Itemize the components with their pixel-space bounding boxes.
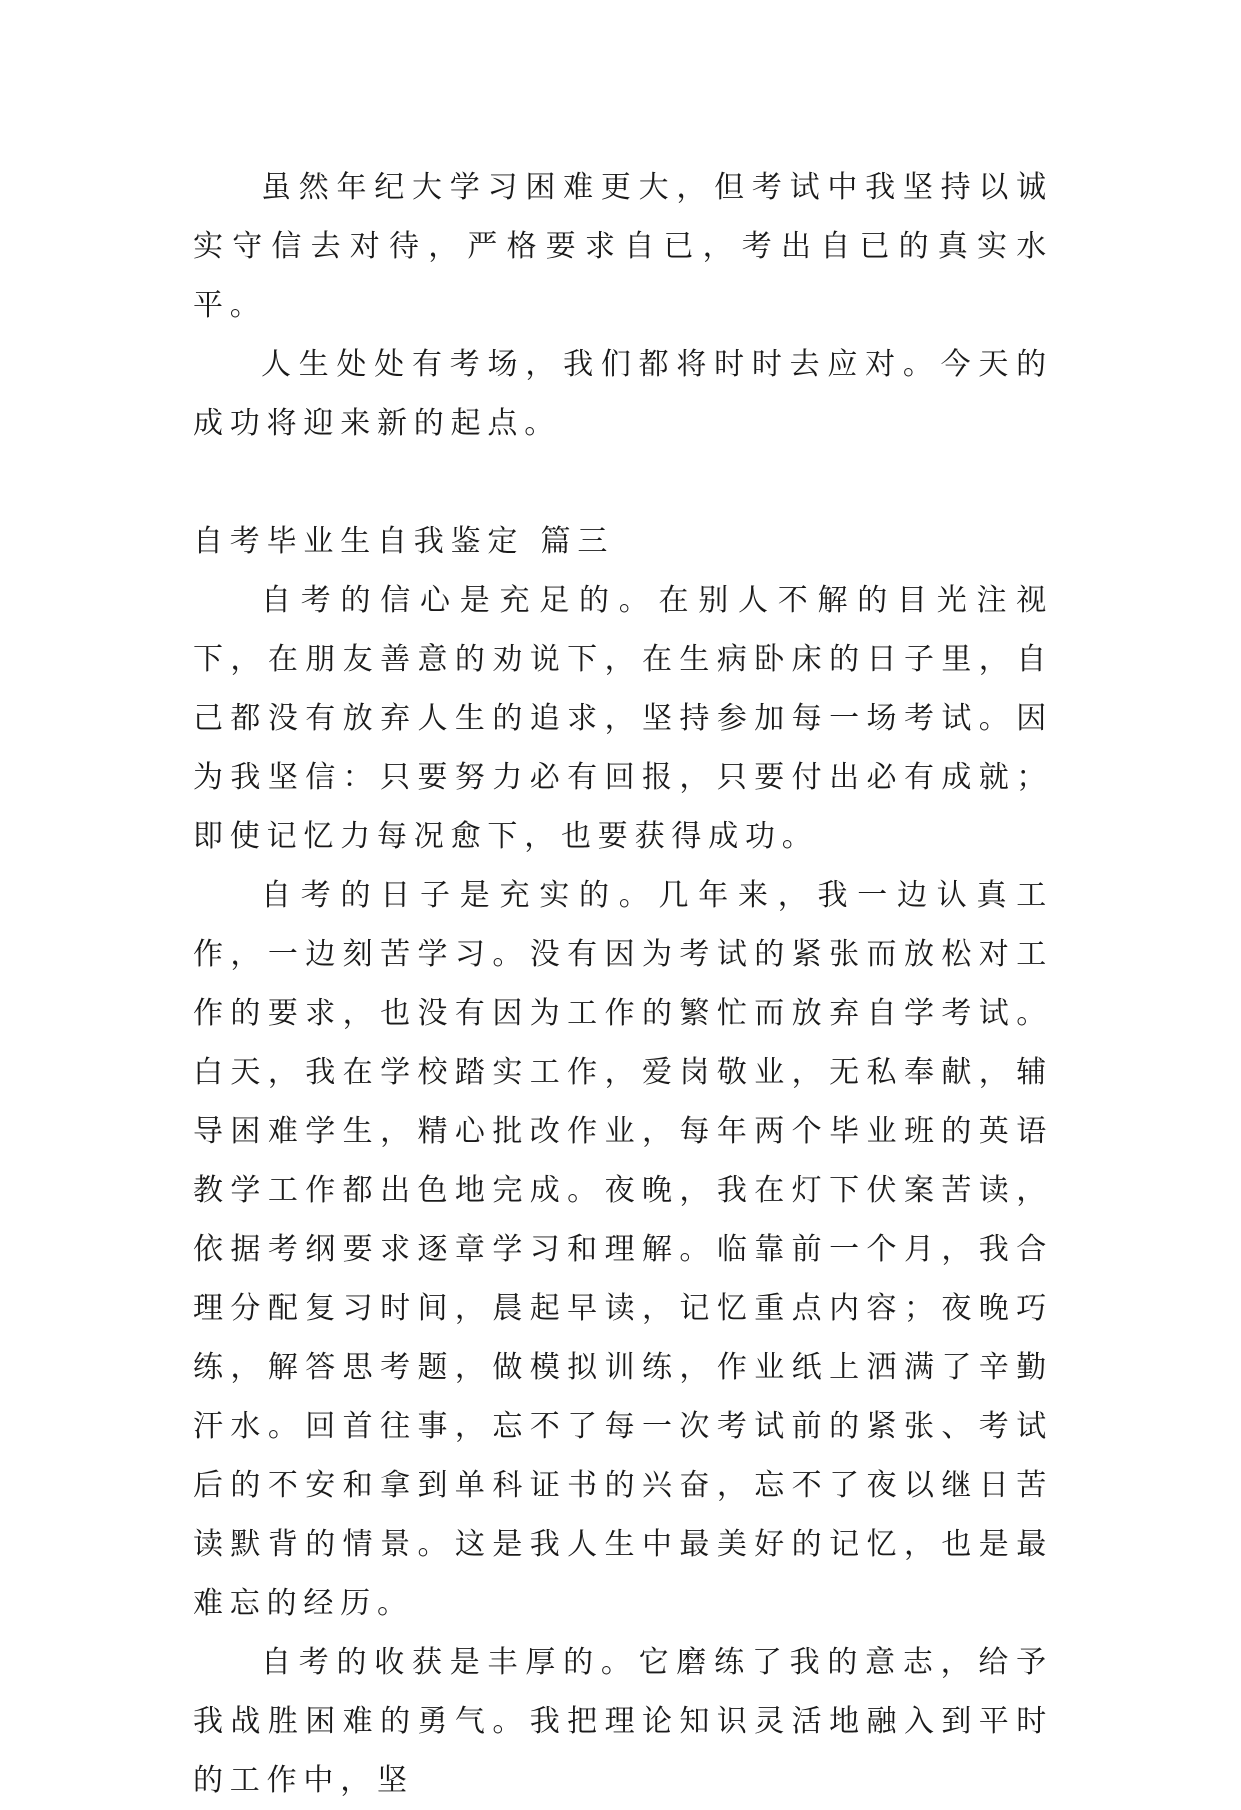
paragraph-daily-study: 自考的日子是充实的。几年来，我一边认真工作，一边刻苦学习。没有因为考试的紧张而放松对工作的要求，也没有因为工作的繁忙而放弃自学考试。白天，我在学校踏实工作，爱岗敬业，无私奉献，辅导困难学生，精心批改作业，每年两个毕业班的英语教学工作都出色地完成。夜晚，我在灯下伏案苦读，依据考纲要求逐章学习和理解。临靠前一个月，我合理分配复习时间，晨起早读，记忆重点内容；夜晚巧练，解答思考题，做模拟训练，作业纸上洒满了辛勤汗水。回首往事，忘不了每一次考试前的紧张、考试后的不安和拿到单科证书的兴奋，忘不了夜以继日苦读默背的情景。这是我人生中最美好的记忆，也是最难忘的经历。 (193, 878, 1053, 1621)
blank-line (193, 453, 1053, 512)
section-title: 自考毕业生自我鉴定 篇三 (193, 524, 615, 559)
document-page (193, 158, 1053, 1810)
paragraph-harvest: 自考的收获是丰厚的。它磨练了我的意志，给予我战胜困难的勇气。我把理论知识灵活地融入到平时的工作中，坚 (193, 1645, 1053, 1798)
paragraph-honesty: 虽然年纪大学习困难更大，但考试中我坚持以诚实守信去对待，严格要求自已，考出自已的真实水平。 (193, 170, 1053, 323)
paragraph-confidence: 自考的信心是充足的。在别人不解的目光注视下，在朋友善意的劝说下，在生病卧床的日子里，自己都没有放弃人生的追求，坚持参加每一场考试。因为我坚信：只要努力必有回报，只要付出必有成就；即使记忆力每况愈下，也要获得成功。 (193, 583, 1053, 854)
paragraph-life-exams: 人生处处有考场，我们都将时时去应对。今天的成功将迎来新的起点。 (193, 347, 1053, 441)
